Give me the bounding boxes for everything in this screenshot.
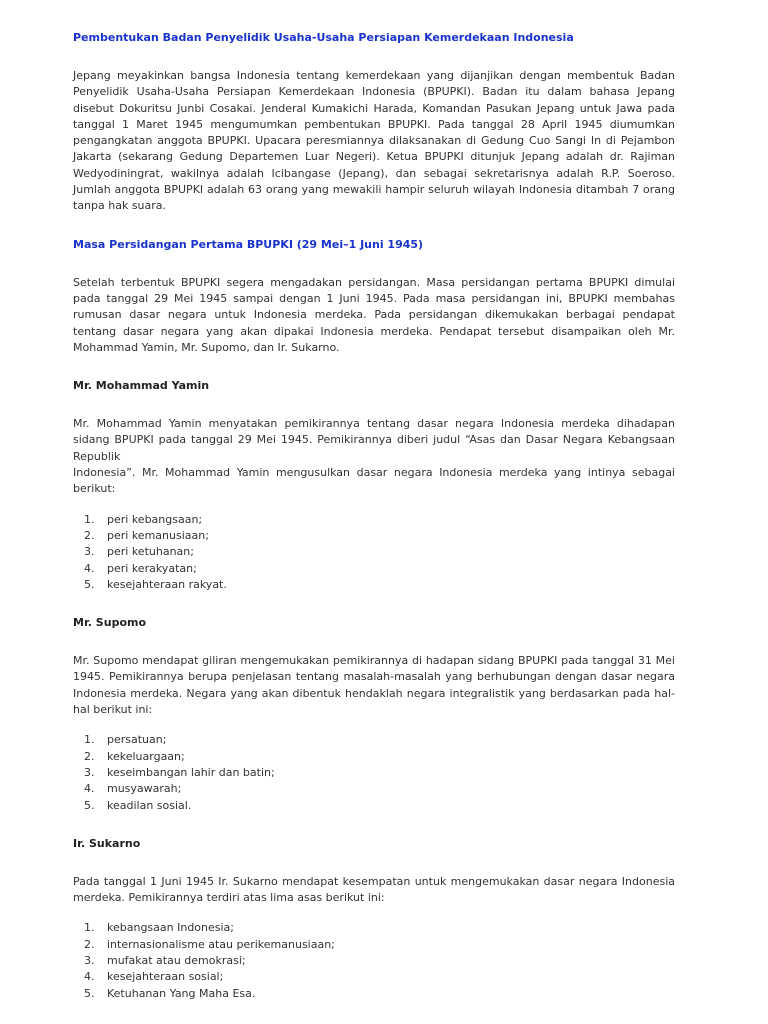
- subsection-title-supomo: Mr. Supomo: [73, 616, 147, 630]
- subsection-title-yamin: Mr. Mohammad Yamin: [73, 379, 210, 393]
- subsection-paragraph-yamin-a: Mr. Mohammad Yamin menyatakan pemikirannya tentang dasar negara Indonesia merdeka dihadapan sidang BPUPKI pada tanggal 29 Mei 1945. Pemikirannya diberi judul “Asas dan Dasar Negara Kebangsaan Republik: [73, 417, 675, 463]
- list-item: 3. mufakat atau demokrasi;: [84, 953, 246, 967]
- subsection-paragraph-supomo: Mr. Supomo mendapat giliran mengemukakan pemikirannya di hadapan sidang BPUPKI pada tanggal 31 Mei 1945. Pemikirannya berupa penjelasan tentang masalah-masalah yang berhubungan dengan dasar negara Indonesia merdeka. Negara yang akan dibentuk hendaklah negara integralistik yang berdasarkan pada hal-hal berikut ini:: [73, 654, 675, 717]
- list-item: 3. peri ketuhanan;: [84, 545, 194, 559]
- list-item: 2. peri kemanusiaan;: [84, 528, 209, 542]
- section-title-first-session: Masa Persidangan Pertama BPUPKI (29 Mei–1 Juni 1945): [73, 237, 424, 251]
- list-item: 3. keseimbangan lahir dan batin;: [84, 765, 275, 779]
- subsection-paragraph-sukarno: Pada tanggal 1 Juni 1945 Ir. Sukarno mendapat kesempatan untuk mengemukakan dasar negara Indonesia merdeka. Pemikirannya terdiri atas lima asas berikut ini:: [73, 874, 675, 905]
- section-paragraph-first-session: Setelah terbentuk BPUPKI segera mengadakan persidangan. Masa persidangan pertama BPUPKI dimulai pada tanggal 29 Mei 1945 sampai dengan 1 Juni 1945. Pada masa persidangan ini, BPUPKI membahas rumusan dasar negara untuk Indonesia merdeka. Pada persidangan dikemukakan berbagai pendapat tentang dasar negara yang akan dipakai Indonesia merdeka. Pendapat tersebut disampaikan oleh Mr. Mohammad Yamin, Mr. Supomo, dan Ir. Sukarno.: [73, 275, 675, 354]
- subsection-title-sukarno: Ir. Sukarno: [73, 836, 141, 850]
- list-item: 5. Ketuhanan Yang Maha Esa.: [84, 986, 256, 1000]
- subsection-paragraph-yamin-b: Indonesia”. Mr. Mohammad Yamin mengusulkan dasar negara Indonesia merdeka yang intinya sebagai berikut:: [73, 466, 675, 496]
- supomo-list: [73, 732, 675, 813]
- list-item: 1. peri kebangsaan;: [84, 512, 203, 526]
- section-paragraph-bpupki-formation: Jepang meyakinkan bangsa Indonesia tentang kemerdekaan yang dijanjikan dengan membentuk Badan Penyelidik Usaha-Usaha Persiapan Kemerdekaan Indonesia (BPUPKI). Badan itu dalam bahasa Jepang disebut Dokuritsu Junbi Cosakai. Jenderal Kumakichi Harada, Komandan Pasukan Jepang untuk Jawa pada tanggal 1 Maret 1945 mengumumkan pembentukan BPUPKI. Pada tanggal 28 April 1945 diumumkan pengangkatan anggota BPUPKI. Upacara peresmiannya dilaksanakan di Gedung Cuo Sangi In di Pejambon Jakarta (sekarang Gedung Departemen Luar Negeri). Ketua BPUPKI ditunjuk Jepang adalah dr. Rajiman Wedyodiningrat, wakilnya adalah Icibangase (Jepang), dan sebagai sekretarisnya adalah R.P. Soeroso. Jumlah anggota BPUPKI adalah 63 orang yang mewakili hampir seluruh wilayah Indonesia ditambah 7 orang tanpa hak suara.: [73, 69, 675, 213]
- section-title-bpupki-formation: Pembentukan Badan Penyelidik Usaha-Usaha Persiapan Kemerdekaan Indonesia: [73, 31, 574, 44]
- list-item: 4. musyawarah;: [84, 782, 182, 796]
- list-item: 1. kebangsaan Indonesia;: [84, 921, 235, 935]
- list-item: 5. keadilan sosial.: [84, 798, 192, 812]
- sukarno-list: [73, 920, 675, 1001]
- yamin-list: [73, 512, 675, 593]
- list-item: 4. kesejahteraan sosial;: [84, 970, 224, 984]
- list-item: 5. kesejahteraan rakyat.: [84, 577, 227, 591]
- list-item: 2. internasionalisme atau perikemanusiaan;: [84, 937, 335, 951]
- list-item: 4. peri kerakyatan;: [84, 561, 197, 575]
- list-item: 1. persatuan;: [84, 733, 167, 747]
- document-page: [73, 30, 675, 1002]
- list-item: 2. kekeluargaan;: [84, 749, 185, 763]
